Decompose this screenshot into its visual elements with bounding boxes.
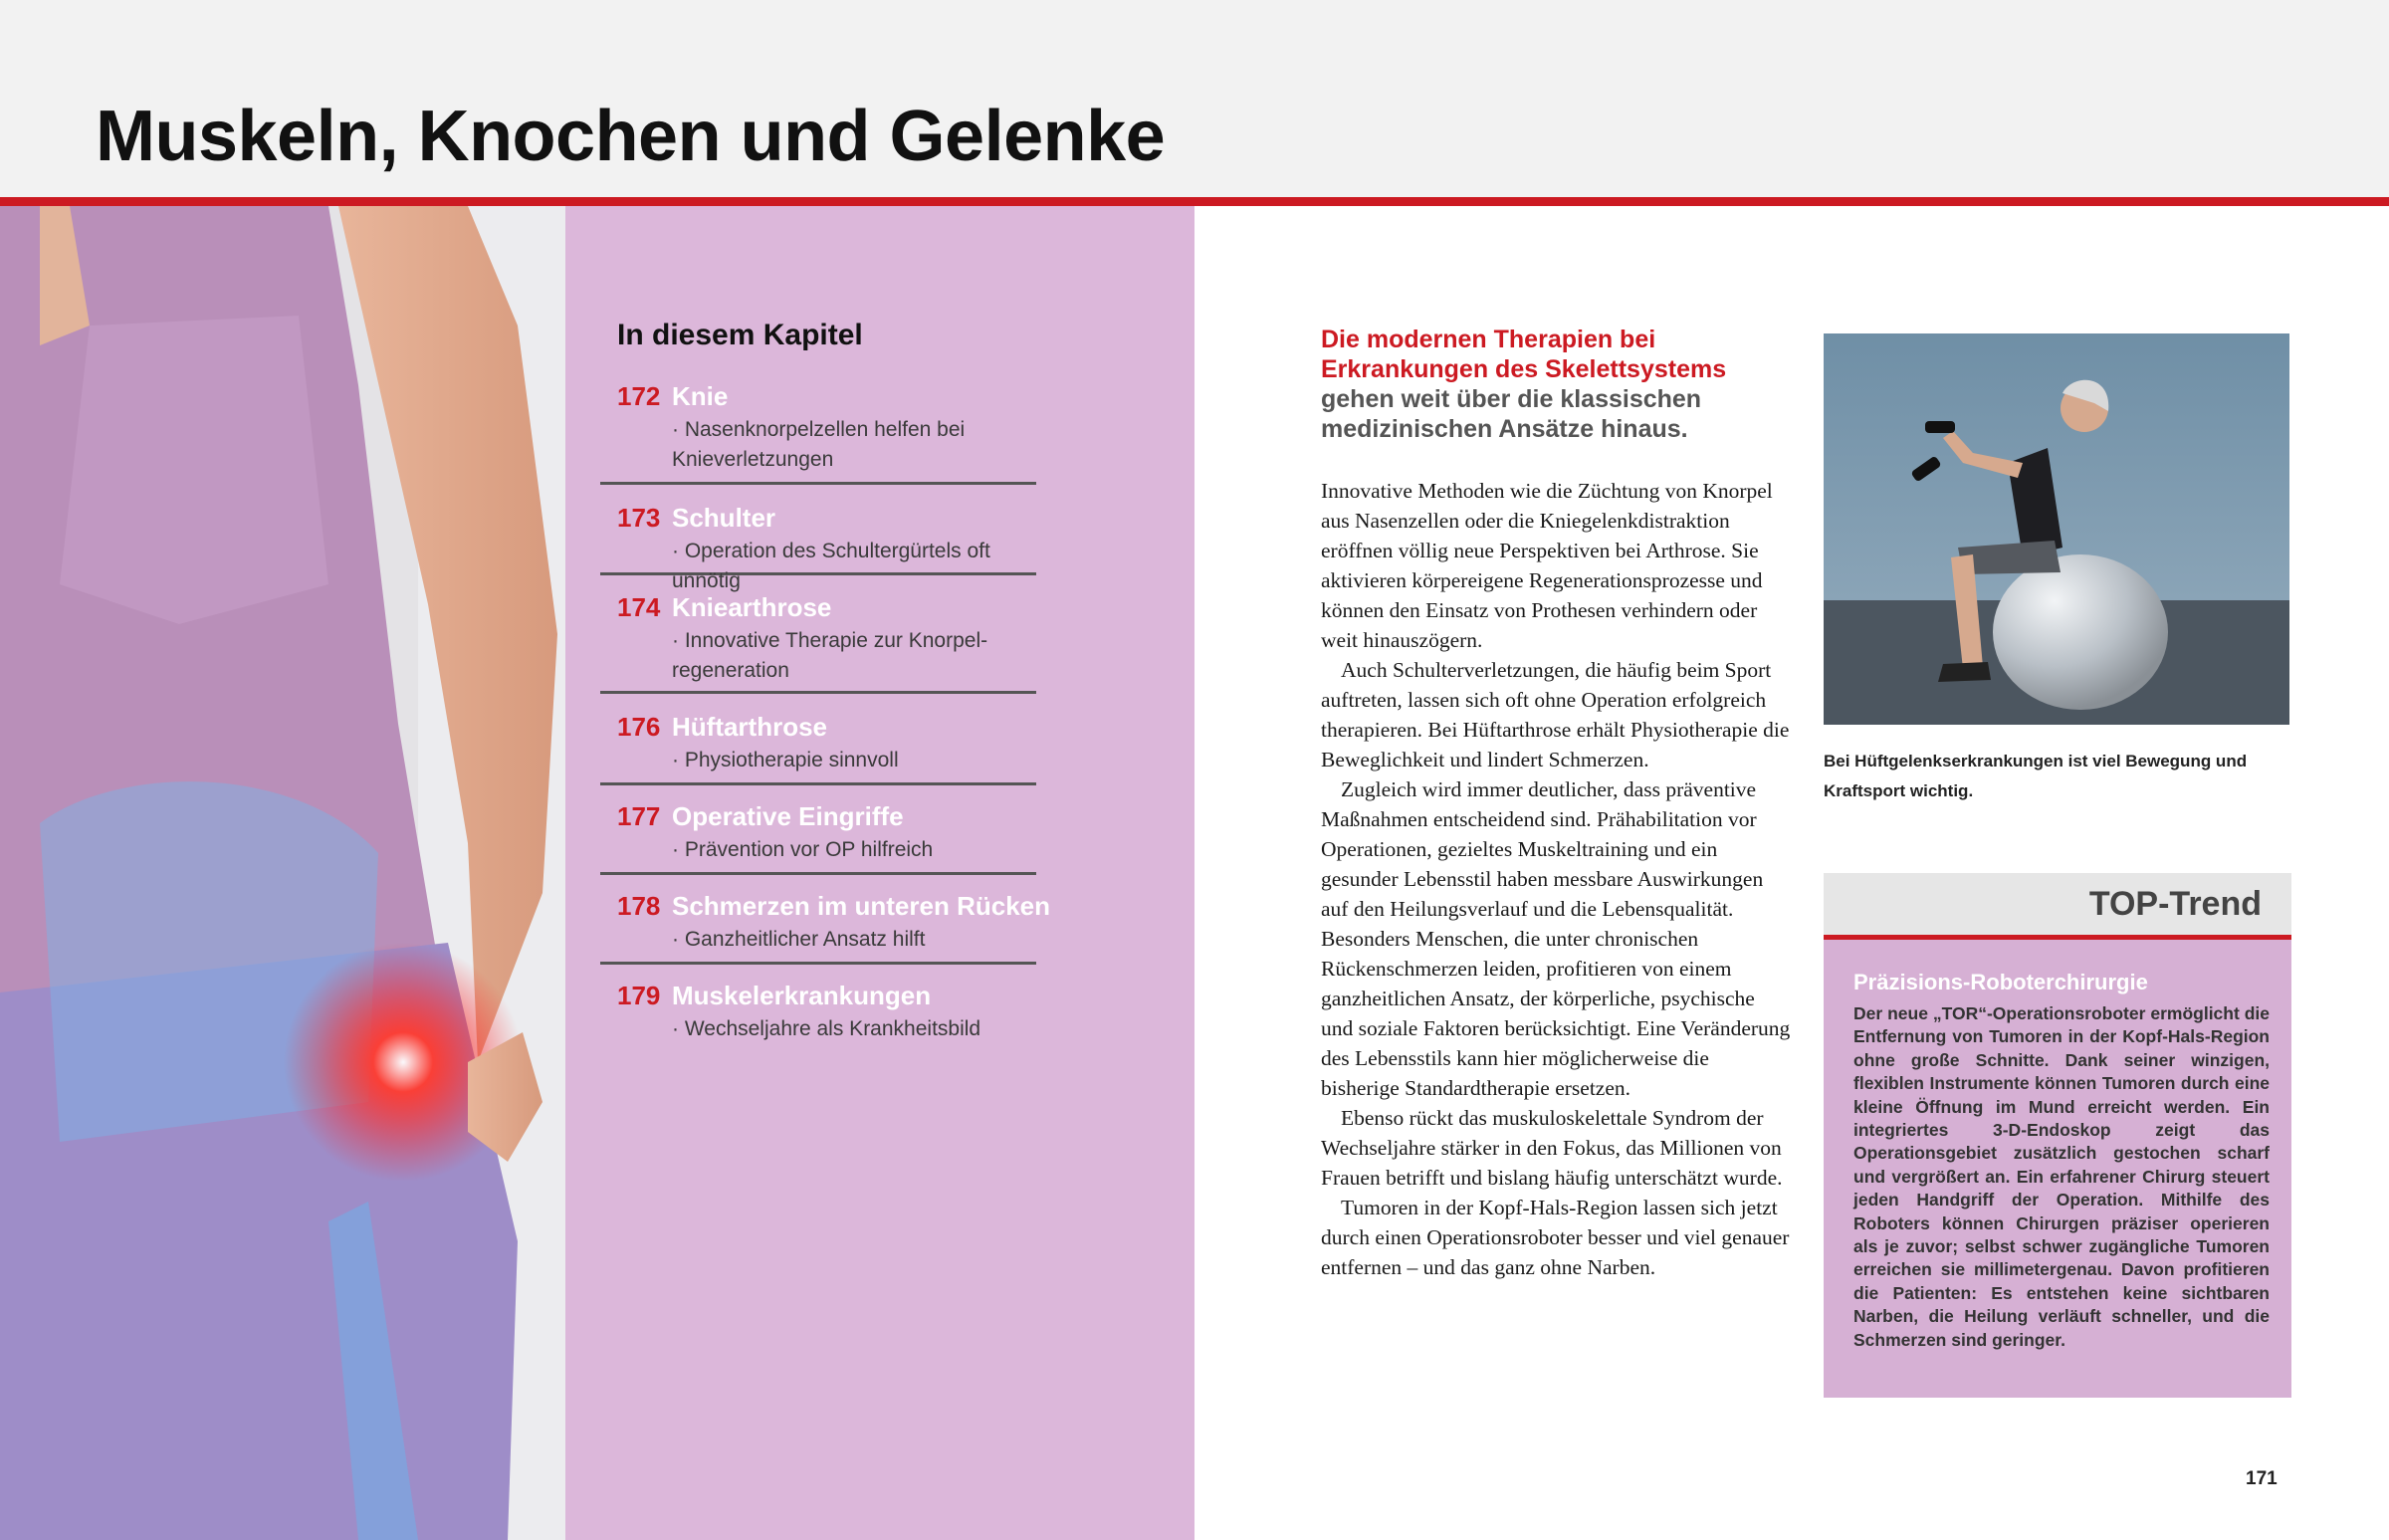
gym-ball	[1993, 554, 2168, 710]
toc-title: Kniearthrose	[672, 592, 832, 622]
toc-title: Operative Eingriffe	[672, 801, 904, 831]
toc-title: Muskelerkrankungen	[672, 981, 932, 1010]
top-trend-box	[1824, 873, 2291, 1398]
toc-page-number: 178	[617, 891, 661, 921]
toc-entry[interactable]	[600, 503, 1036, 592]
toc-page-number: 172	[617, 381, 661, 411]
header-divider	[0, 197, 2389, 206]
toc-entry[interactable]	[600, 801, 1036, 875]
toc-subtitle: · Nasenknorpelzellen helfen bei Knieverletzungen	[672, 418, 966, 471]
toc-title: Knie	[672, 381, 729, 411]
top-trend-text: Der neue „TOR“-Operationsroboter ermöglicht die Entfernung von Tumoren in der Kopf-Hals-Region ohne große Schnitte. Dank seiner winzigen, flexiblen Instrumente können Tumoren durch eine kleine Öffnung im Mund erreicht werden. Ein integriertes 3-D-Endoskop zeigt das Operationsgebiet zusätzlich gestochen scharf und vergrößert an. Ein erfahrener Chirurg steuert jeden Handgriff der Operation. Mithilfe des Roboters können Chirurgen präziser operieren als je zuvor; selbst schwer zugängliche Tumoren erreichen sie millimetergenau. Davon profitieren die Patienten: Es entstehen keine sichtbaren Narben, die Heilung verläuft schneller, und die Schmerzen sind geringer.	[1853, 1003, 2270, 1350]
senior-exercise-illustration	[1824, 333, 2289, 725]
toc-subtitle: · Prävention vor OP hilfreich	[672, 838, 934, 861]
dumbbell	[1925, 421, 1955, 433]
toc-title: Hüftarthrose	[672, 712, 828, 742]
shirt-pattern	[60, 316, 328, 624]
exercise-ball-photo	[1824, 333, 2289, 725]
body-paragraph: Zugleich wird immer deutlicher, dass präventive Maßnahmen entscheidend sind. Prähabilitation vor Operationen, gezieltes Muskeltraining und ein gesunder Lebensstil haben messbare Auswirkungen auf den Heilungsverlauf und die Lebensqualität. Besonders Menschen, die unter chronischen Rückenschmerzen leiden, profitieren von einem ganzheitlichen Ansatz, der körperliche, psychische und soziale Faktoren berücksichtigt. Eine Veränderung des Lebensstils kann hier möglicherweise die bisherige Standardtherapie ersetzen.	[1321, 777, 1791, 1100]
top-trend-header	[1824, 873, 2291, 935]
intro-lead-highlight: Die modernen Therapien bei Erkrankungen des Skelettsystems	[1321, 326, 1727, 383]
toc-heading: In diesem Kapitel	[617, 319, 863, 351]
toc-entry[interactable]	[600, 712, 1036, 785]
top-trend-title: Präzisions-Roboterchirurgie	[1853, 970, 2148, 994]
intro-lead	[1321, 325, 1779, 444]
toc-entry[interactable]	[600, 981, 1036, 1051]
toc-page-number: 177	[617, 801, 661, 831]
chapter-contents-panel	[565, 206, 1194, 1540]
hip-anatomy-photo	[0, 206, 565, 1540]
body-paragraph: Innovative Methoden wie die Züchtung von Knorpel aus Nasenzellen oder die Kniegelenkdistraktion eröffnen völlig neue Perspektiven bei Arthrose. Sie aktivieren körpereigene Regenerationsprozesse und können den Einsatz von Prothesen verhindern oder weit hinauszögern.	[1321, 479, 1773, 652]
toc-entry[interactable]	[600, 381, 1036, 485]
hip-anatomy-illustration	[0, 206, 565, 1540]
page-header	[0, 0, 2389, 197]
toc-page-number: 176	[617, 712, 661, 742]
page-title: Muskeln, Knochen und Gelenke	[96, 97, 1166, 176]
toc-title: Schulter	[672, 503, 776, 533]
toc-subtitle: · Wechseljahre als Krankheitsbild	[672, 1017, 981, 1040]
toc-page-number: 173	[617, 503, 661, 533]
body-paragraph: Auch Schulterverletzungen, die häufig beim Sport auftreten, lassen sich oft ohne Operation erfolgreich therapieren. Bei Hüftarthrose erhält Physiotherapie die Beweglichkeit und lindert Schmerzen.	[1321, 658, 1790, 771]
body-text	[1321, 476, 1791, 1282]
page-number: 171	[2246, 1468, 2278, 1489]
photo-caption: Bei Hüftgelenkserkrankungen ist viel Bewegung und Kraftsport wichtig.	[1824, 752, 2248, 800]
body-paragraph: Ebenso rückt das muskuloskelettale Syndrom der Wechseljahre stärker in den Fokus, das Millionen von Frauen betrifft und bislang häufig unterschätzt wurde.	[1321, 1106, 1783, 1190]
toc-page-number: 179	[617, 981, 661, 1010]
intro-lead-rest: gehen weit über die klassischen medizinischen Ansätze hinaus.	[1321, 385, 1702, 443]
top-trend-label: TOP-Trend	[2088, 885, 2262, 923]
toc-entry[interactable]	[600, 592, 1036, 694]
toc-subtitle: · Operation des Schultergürtels oft unnötig	[672, 540, 990, 592]
toc-subtitle: · Physiotherapie sinnvoll	[672, 749, 899, 771]
shoe	[1938, 662, 1991, 682]
toc-subtitle: · Ganzheitlicher Ansatz hilft	[672, 928, 926, 951]
toc-page-number: 174	[617, 592, 661, 622]
top-trend-body	[1824, 940, 2291, 1398]
toc-title: Schmerzen im unteren Rücken	[672, 891, 1050, 921]
body-paragraph: Tumoren in der Kopf-Hals-Region lassen sich jetzt durch einen Operationsroboter besser und viel genauer entfernen – und das ganz ohne Narben.	[1321, 1196, 1790, 1279]
toc-entry[interactable]	[600, 891, 1050, 965]
toc-subtitle: · Innovative Therapie zur Knorpel-regeneration	[672, 629, 988, 682]
